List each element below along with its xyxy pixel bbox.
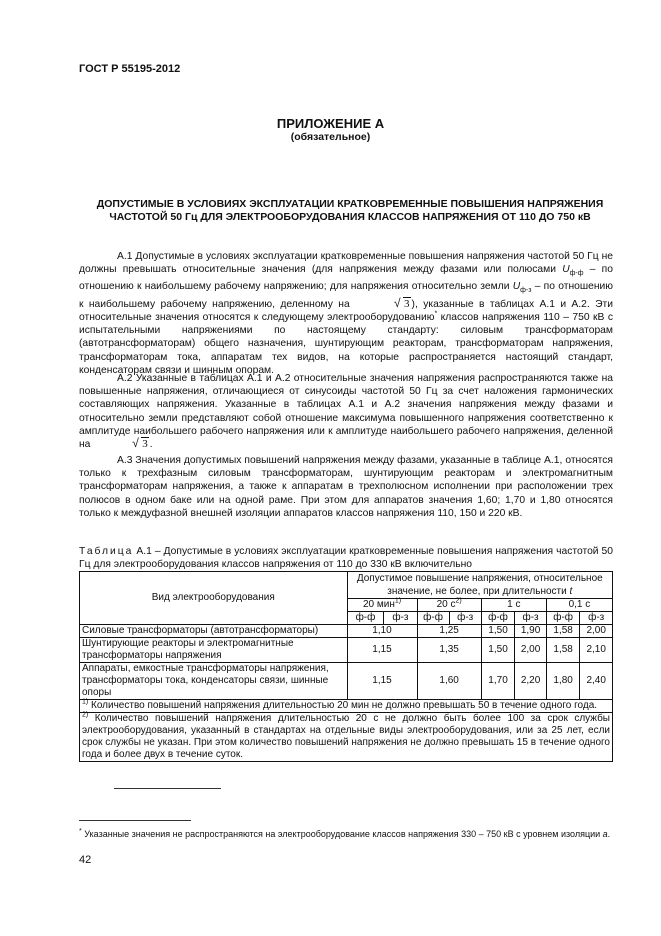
cell: 1,80 xyxy=(546,663,580,700)
cell: 1,50 xyxy=(481,638,515,663)
cell: 2,20 xyxy=(515,663,547,700)
paragraph-a3: А.3 Значения допустимых повышений напряжения между фазами, указанные в таблице А.1, относятся только к трехфазным силовым трансформаторам, шунтирующим реакторам и электромагнитным трансформаторам напряжения, а также к аппаратам в трехполюсном исполнении при расположении трех полюсов в одном баке или на одной раме. При этом для аппаратов значения 1,60; 1,70 и 1,80 относятся только к междуфазной внешней изоляции аппаратов классов напряжения 110, 150 и 220 кВ. xyxy=(79,455,613,519)
sqrt-symbol: √ 3 xyxy=(94,438,149,451)
cell: 1,70 xyxy=(481,663,515,700)
duration-20min: 20 мин$^{1)}$ xyxy=(347,599,417,612)
cell: 2,40 xyxy=(580,663,613,700)
cell: 1,10 xyxy=(347,625,417,638)
footnote: * Указанные значения не распространяются на электрооборудование классов напряжения 330 – 750 кВ с уровнем изоляции а. xyxy=(79,828,611,839)
table-caption: Таблица А.1 – Допустимые в условиях эксплуатации кратковременные повышения напряжения частотой 50 Гц для электрооборудования классов напряжения от 110 до 330 кВ включительно xyxy=(79,546,613,570)
col-equipment-header: Вид электрооборудования xyxy=(80,572,348,625)
footnote-separator xyxy=(79,820,191,821)
row-equipment: Шунтирующие реакторы и электромагнитные трансформаторы напряжения xyxy=(80,638,348,663)
table-row xyxy=(80,663,613,700)
sub-header: ф-з xyxy=(580,612,613,625)
voltage-table xyxy=(79,571,613,762)
section-heading: ДОПУСТИМЫЕ В УСЛОВИЯХ ЭКСПЛУАТАЦИИ КРАТКОВРЕМЕННЫЕ ПОВЫШЕНИЯ НАПРЯЖЕНИЯ ЧАСТОТОЙ 50 Гц ДЛЯ ЭЛЕКТРООБОРУДОВАНИЯ КЛАССОВ НАПРЯЖЕНИЯ ОТ 110 ДО 750 кВ xyxy=(96,198,604,223)
row-equipment: Силовые трансформаторы (автотрансформаторы) xyxy=(80,625,348,638)
row-equipment: Аппараты, емкостные трансформаторы напряжения, трансформаторы тока, конденсаторы связи, шинные опоры xyxy=(80,663,348,700)
sub-header: ф-ф xyxy=(481,612,515,625)
page-number: 42 xyxy=(79,854,92,866)
table-row xyxy=(80,625,613,638)
cell: 1,58 xyxy=(546,638,580,663)
table-note-row xyxy=(80,700,613,713)
cell: 1,35 xyxy=(417,638,481,663)
table-row xyxy=(80,638,613,663)
duration-01s: 0,1 с xyxy=(546,599,612,612)
appendix-title: ПРИЛОЖЕНИЕ А xyxy=(276,116,385,131)
paragraph-a2: А.2 Указанные в таблицах А.1 и А.2 относительные значения напряжения распространяются также на повышенные напряжения, отличающиеся от синусоиды частотой 50 Гц за счет наложения гармонических составляющих напряжения. Указанные в таблицах А.1 и А.2 значения напряжения между фазами и относительно земли представляют собой отношение максимума повышенного напряжения соответственно к амплитуде наибольшего рабочего напряжения или к амплитуде наибольшего рабочего напряжения, деленной на √ 3 . xyxy=(79,372,613,451)
sub-header: ф-з xyxy=(384,612,417,625)
cell: 1,58 xyxy=(546,625,580,638)
document-header: ГОСТ Р 55195-2012 xyxy=(79,63,181,75)
cell: 1,25 xyxy=(417,625,481,638)
table-note-row xyxy=(80,713,613,762)
sub-header: ф-з xyxy=(449,612,481,625)
cell: 1,60 xyxy=(417,663,481,700)
paragraph-a1: А.1 Допустимые в условиях эксплуатации кратковременные повышения напряжения частотой 50 Гц не должны превышать относительные значения (для напряжения между фазами или полюсами $U_{ф-ф}$ – по отношению к наибольшему рабочему напряжению; для напряжения относительно земли $U_{ф-з}$ – по отношению к наибольшему рабочему напряжению, деленному на √ 3 ), указанные в таблицах А.1 и А.2. Эти относительные значения относятся к следующему электрооборудованию* классов напряжения 110 – 750 кВ с испытательными напряжениями по настоящему стандарту: силовым трансформаторам (автотрансформаторам) общего назначения, шунтирующим реакторам, трансформаторам напряжения, трансформаторам тока, аппаратам тех видов, на которые распространяется настоящий стандарт, конденсаторам связи и шинным опорам. xyxy=(79,250,613,377)
sqrt-symbol: √ 3 xyxy=(356,298,411,311)
table-note-2: $^{2)}$ Количество повышений напряжения длительностью 20 с не должно быть более 100 за срок службы электрооборудования, указанный в стандартах на отдельные виды электрооборудования, или за 25 лет, если срок службы не указан. При этом количество повышений напряжения не должно превышать 15 в течение одного года и более двух в течение суток. xyxy=(80,713,613,762)
cell: 1,15 xyxy=(347,663,417,700)
appendix-subtitle: (обязательное) xyxy=(290,131,371,143)
cell: 2,00 xyxy=(580,625,613,638)
group-header: Допустимое повышение напряжения, относительное значение, не более, при длительности t xyxy=(347,572,612,599)
sub-header: ф-з xyxy=(515,612,547,625)
cell: 1,15 xyxy=(347,638,417,663)
sub-header: ф-ф xyxy=(417,612,449,625)
cell: 2,00 xyxy=(515,638,547,663)
duration-20s: 20 $с^{2)}$ xyxy=(417,599,481,612)
cell: 1,50 xyxy=(481,625,515,638)
cell: 2,10 xyxy=(580,638,613,663)
sub-header: ф-ф xyxy=(347,612,384,625)
table-end-rule xyxy=(114,788,221,789)
table-note-1: $^{1)}$ Количество повышений напряжения длительностью 20 мин не должно превышать 50 в течение одного года. xyxy=(80,700,613,713)
cell: 1,90 xyxy=(515,625,547,638)
sub-header: ф-ф xyxy=(546,612,580,625)
duration-1s: 1 с xyxy=(481,599,546,612)
